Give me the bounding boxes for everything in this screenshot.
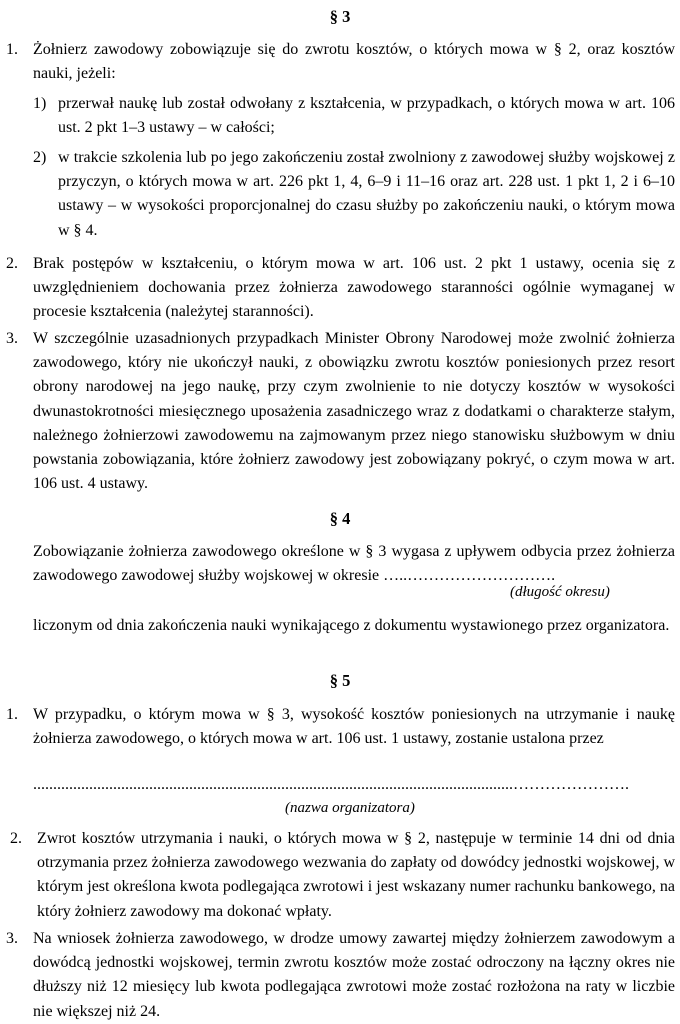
- s3-item-2-text: Brak postępów w kształceniu, o którym mowa w art. 106 ust. 2 pkt 1 ustawy, ocenia się z uwzględnieniem dochowania przez żołnierza zawodowego staranności ogólnie wymaganej w procesie kształcenia (należytej staranności).: [33, 255, 675, 321]
- s3-subitem-1-text: przerwał naukę lub został odwołany z kształcenia, w przypadkach, o których mowa w art. 106 ust. 2 pkt 1–3 ustawy – w całości;: [58, 95, 675, 137]
- s3-item-1-text: Żołnierz zawodowy zobowiązuje się do zwrotu kosztów, o których mowa w § 2, oraz kosztów nauki, jeżeli:: [33, 41, 675, 83]
- s5-item-1-text: W przypadku, o którym mowa w § 3, wysokość kosztów poniesionych na utrzymanie i naukę żołnierza zawodowego, o których mowa w art. 106 ust. 1 ustawy, zostanie ustalona przez: [33, 706, 675, 748]
- s3-subitem-1-number: 1): [33, 95, 47, 112]
- section-3-heading: § 3: [329, 7, 351, 26]
- s5-item-2-text: Zwrot kosztów utrzymania i nauki, o których mowa w § 2, następuje w terminie 14 dni od dnia otrzymania przez żołnierza zawodowego wezwania do zapłaty od dowódcy jednostki wojskowej, w którym jest określona kwota podlegająca zwrotowi i jest wskazany numer rachunku bankowego, na który żołnierz zawodowy ma dokonać wpłaty.: [37, 830, 675, 920]
- s5-item-1-number: 1.: [6, 706, 18, 723]
- s5-item-3-number: 3.: [6, 930, 18, 947]
- s4-text: Zobowiązanie żołnierza zawodowego określone w § 3 wygasa z upływem odbycia przez żołnierza zawodowego zawodowej służby wojskowej w okresie …..……………………….: [33, 543, 675, 585]
- s3-item-1-number: 1.: [6, 41, 18, 58]
- s5-item-3-text: Na wniosek żołnierza zawodowego, w drodze umowy zawartej między żołnierzem zawodowym a dowódcą jednostki wojskowej, termin zwrotu kosztów może zostać odroczony na łączny okres nie dłuższy niż 12 miesięcy lub kwota podlegająca zwrotowi może zostać rozłożona na raty w liczbie nie większej niż 24.: [33, 930, 675, 1020]
- s3-subitem-2-number: 2): [33, 149, 47, 166]
- s5-caption-organizer-name: (nazwa organizatora): [285, 800, 415, 816]
- s3-item-3-text: W szczególnie uzasadnionych przypadkach Minister Obrony Narodowej może zwolnić żołnierza zawodowego, który nie ukończył nauki, z obowiązku zwrotu kosztów poniesionych przez resort obrony narodowej na jego naukę, przy czym zwolnienie to nie dotyczy kosztów w wysokości dwunastokrotności miesięcznego uposażenia zasadniczego wraz z dodatkami o charakterze stałym, należnego żołnierzowi zawodowemu na zajmowanym przez niego stanowisku służbowym w dniu powstania zobowiązania, które żołnierz zawodowy jest zobowiązany pokryć, o czym mowa w art. 106 ust. 4 ustawy.: [33, 330, 675, 493]
- s5-organizer-fill-line: ........................................................................................................................………………….: [33, 776, 629, 793]
- s3-subitem-2-text: w trakcie szkolenia lub po jego zakończeniu został zwolniony z zawodowej służby wojskowej z przyczyn, o których mowa w art. 226 pkt 1, 4, 6–9 i 11–16 oraz art. 228 ust. 1 pkt 1, 2 i 6–10 ustawy – w wysokości proporcjonalnej do czasu służby po zakończeniu nauki, o którym mowa w § 4.: [58, 149, 675, 239]
- s3-item-3-number: 3.: [6, 330, 18, 347]
- section-4-heading: § 4: [329, 509, 351, 528]
- section-5-heading: § 5: [329, 671, 351, 690]
- s4-caption-period-length: (długość okresu): [510, 584, 610, 600]
- s3-item-2-number: 2.: [6, 255, 18, 272]
- s4-continuation: liczonym od dnia zakończenia nauki wynikającego z dokumentu wystawionego przez organizatora.: [33, 617, 670, 634]
- s5-item-2-number: 2.: [10, 830, 22, 847]
